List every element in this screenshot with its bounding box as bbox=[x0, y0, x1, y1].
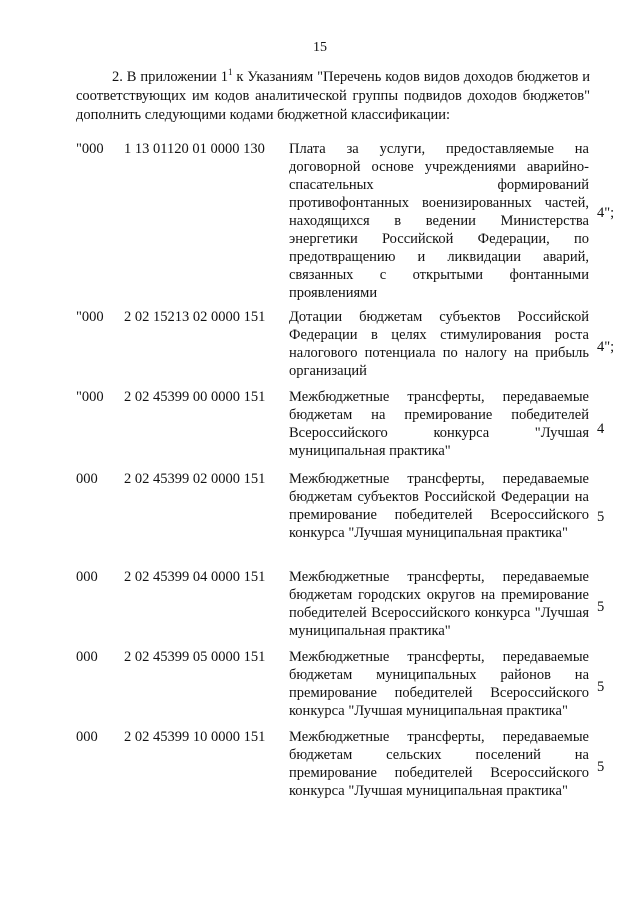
revenue-description: Межбюджетные трансферты, передаваемые бюджетам муниципальных районов на премирование победителей Всероссийского конкурса "Лучшая муниципальная практика" bbox=[289, 649, 589, 719]
budget-classification-code: 2 02 45399 04 0000 151 bbox=[124, 569, 266, 585]
row-suffix: 5 bbox=[597, 679, 605, 695]
admin-code: 000 bbox=[76, 649, 98, 665]
row-suffix: 5 bbox=[597, 599, 605, 615]
row-suffix: 4"; bbox=[597, 205, 615, 221]
row-suffix: 5 bbox=[597, 509, 605, 525]
row-suffix: 4 bbox=[597, 421, 605, 437]
budget-classification-code: 2 02 45399 00 0000 151 bbox=[124, 389, 266, 405]
revenue-description: Дотации бюджетам субъектов Российской Федерации в целях стимулирования роста налогового потенциала по налогу на прибыль организаций bbox=[289, 309, 589, 379]
revenue-description: Межбюджетные трансферты, передаваемые бюджетам городских округов на премирование победителей Всероссийского конкурса "Лучшая муниципальная практика" bbox=[289, 569, 589, 639]
page-number: 15 bbox=[313, 40, 327, 55]
budget-classification-code: 2 02 45399 10 0000 151 bbox=[124, 729, 266, 745]
intro-text-start: 2. В приложении 1 bbox=[112, 69, 228, 85]
row-suffix: 5 bbox=[597, 759, 605, 775]
admin-code: "000 bbox=[76, 141, 104, 157]
revenue-description: Межбюджетные трансферты, передаваемые бюджетам субъектов Российской Федерации на премирование победителей Всероссийского конкурса "Лучшая муниципальная практика" bbox=[289, 471, 589, 541]
budget-classification-code: 2 02 45399 05 0000 151 bbox=[124, 649, 266, 665]
admin-code: "000 bbox=[76, 389, 104, 405]
revenue-description: Плата за услуги, предоставляемые на договорной основе учреждениями аварийно-спасательных формирований противофонтанных военизированных частей, находящихся в ведении Министерства энергетики Российской Федерации, по предотвращению и ликвидации аварий, связанных с открытыми фонтанными проявлениями bbox=[289, 141, 589, 301]
budget-classification-code: 2 02 45399 02 0000 151 bbox=[124, 471, 266, 487]
admin-code: "000 bbox=[76, 309, 104, 325]
intro-paragraph bbox=[76, 68, 590, 125]
budget-classification-code: 1 13 01120 01 0000 130 bbox=[124, 141, 265, 157]
budget-classification-code: 2 02 15213 02 0000 151 bbox=[124, 309, 266, 325]
row-suffix: 4"; bbox=[597, 339, 615, 355]
admin-code: 000 bbox=[76, 471, 98, 487]
revenue-description: Межбюджетные трансферты, передаваемые бюджетам на премирование победителей Всероссийского конкурса "Лучшая муниципальная практика" bbox=[289, 389, 589, 459]
revenue-description: Межбюджетные трансферты, передаваемые бюджетам сельских поселений на премирование победителей Всероссийского конкурса "Лучшая муниципальная практика" bbox=[289, 729, 589, 799]
intro-superscript: 1 bbox=[228, 67, 233, 78]
admin-code: 000 bbox=[76, 729, 98, 745]
intro-text-end: к Указаниям "Перечень кодов видов доходов бюджетов и соответствующих им кодов аналитической группы подвидов доходов бюджетов" дополнить следующими кодами бюджетной классификации: bbox=[76, 69, 590, 123]
admin-code: 000 bbox=[76, 569, 98, 585]
